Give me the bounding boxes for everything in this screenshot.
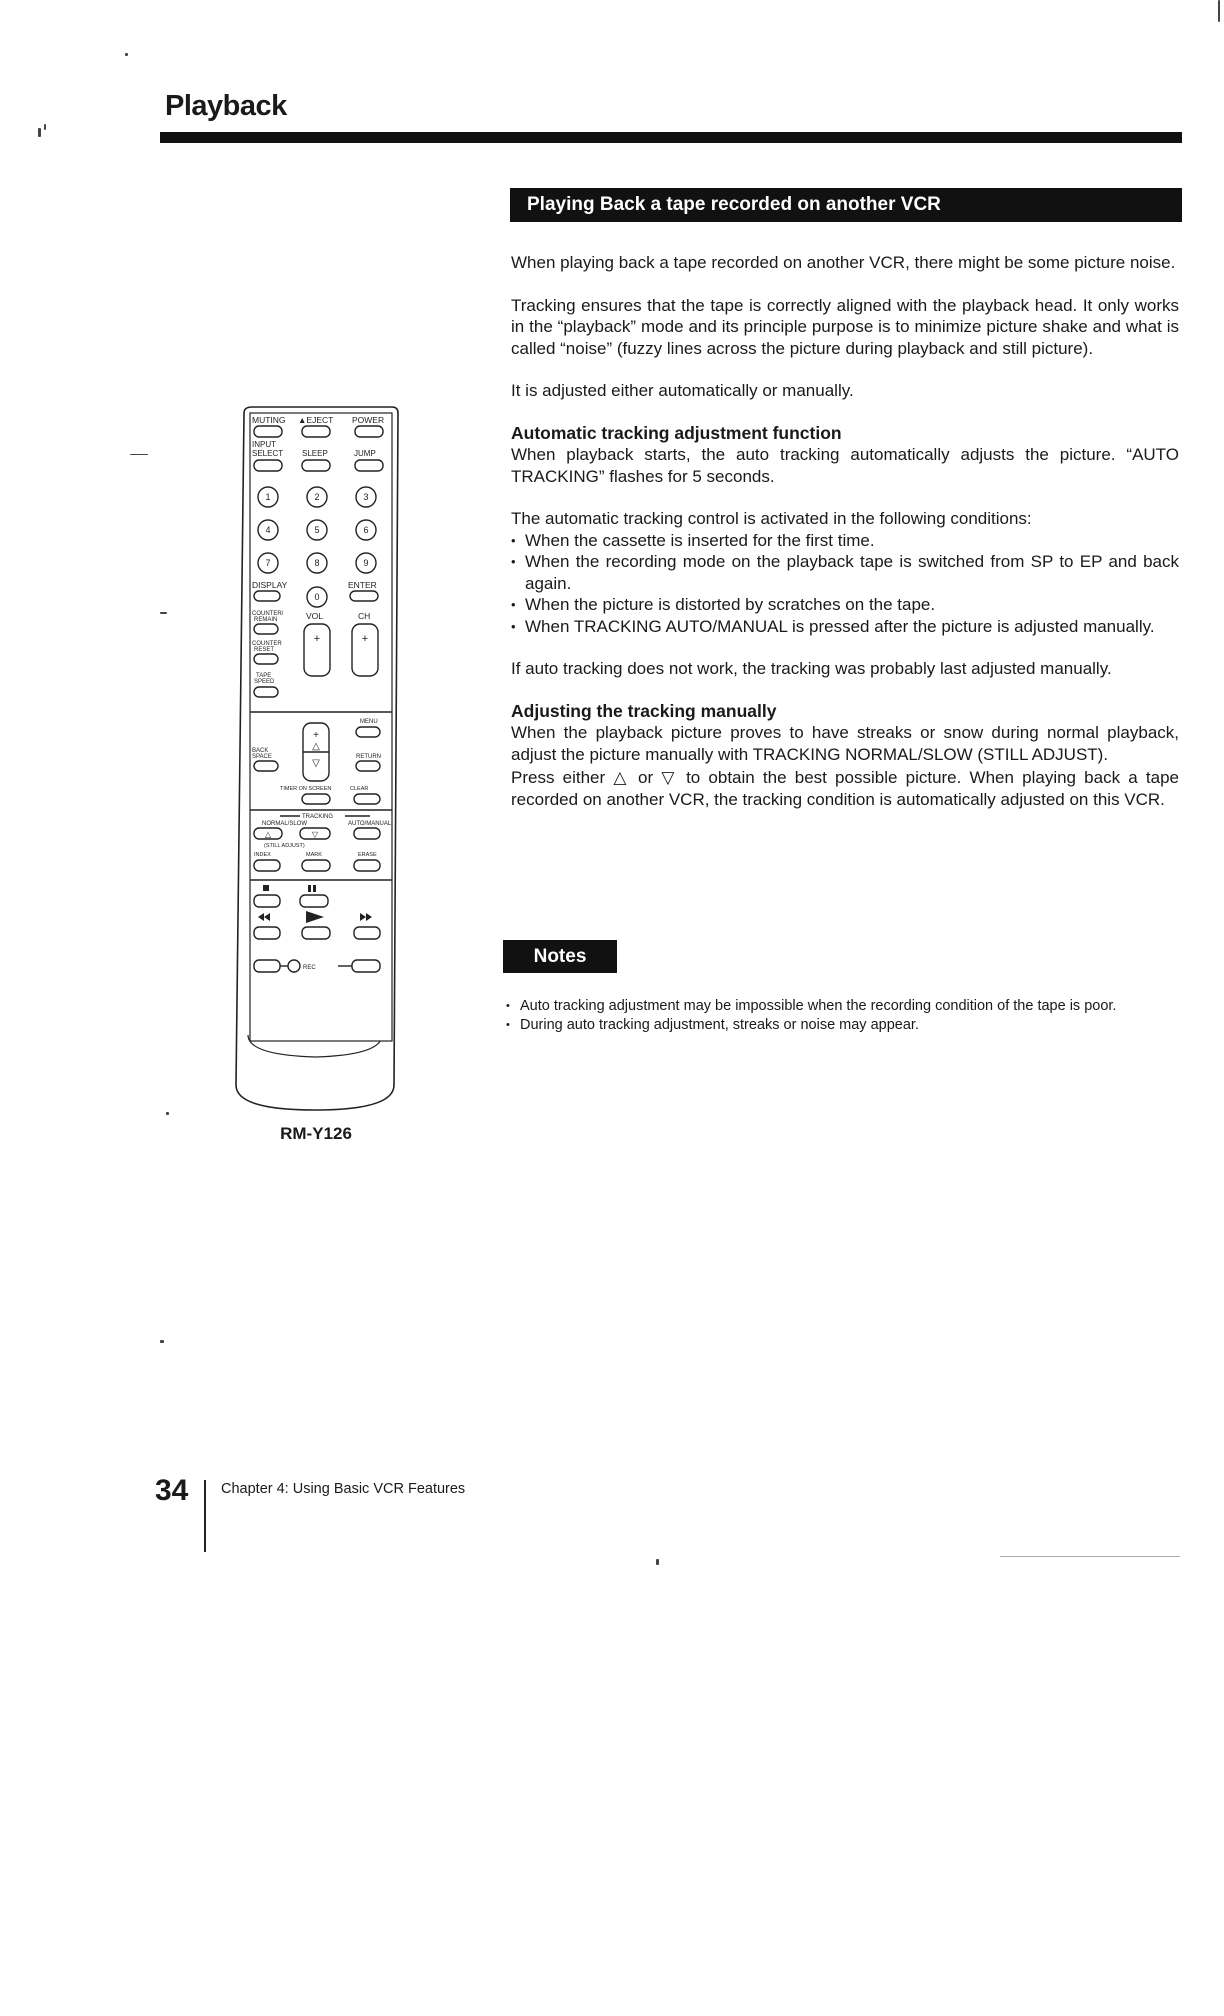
scan-speck	[166, 1112, 169, 1115]
scan-speck	[125, 53, 128, 56]
list-item: • When the cassette is inserted for the first time.	[511, 530, 1179, 552]
fallback-paragraph: If auto tracking does not work, the tracking was probably last adjusted manually.	[511, 659, 1112, 678]
chapter-label: Chapter 4: Using Basic VCR Features	[221, 1481, 466, 1497]
label-speed: SPEED	[254, 679, 275, 685]
digit-6: 6	[363, 525, 369, 535]
list-item: • When the picture is distorted by scratches on the tape.	[511, 594, 1179, 616]
notes-badge: Notes	[503, 940, 617, 973]
label-still-adjust: (STILL ADJUST)	[264, 843, 305, 849]
label-normal-slow: NORMAL/SLOW	[262, 821, 308, 827]
digit-0: 0	[314, 592, 320, 602]
label-ch: CH	[358, 611, 371, 621]
list-item: • During auto tracking adjustment, streaks or noise may appear.	[506, 1016, 1172, 1035]
label-display: DISPLAY	[252, 580, 288, 590]
scan-speck	[1000, 1556, 1180, 1557]
svg-text:△: △	[264, 830, 272, 839]
label-select: SELECT	[252, 449, 284, 458]
manual-tracking-heading: Adjusting the tracking manually	[511, 700, 777, 721]
pause-icon	[308, 885, 311, 892]
digit-5: 5	[314, 525, 320, 535]
section-title-bar: Playing Back a tape recorded on another VCR	[510, 188, 1182, 222]
scan-speck	[130, 454, 148, 455]
label-return: RETURN	[356, 754, 381, 760]
intro-paragraph: When playing back a tape recorded on another VCR, there might be some picture noise.	[511, 253, 1176, 272]
svg-text:+: +	[361, 633, 369, 645]
label-counter-remain: COUNTER/	[252, 611, 284, 617]
digit-3: 3	[363, 492, 369, 502]
label-mark: MARK	[306, 852, 322, 858]
notes-list	[506, 997, 1172, 1035]
label-remain: REMAIN	[254, 617, 278, 623]
svg-text:+: +	[313, 730, 319, 741]
list-item: • When the recording mode on the playback tape is switched from SP to EP and back again.	[511, 551, 1179, 594]
label-clear: CLEAR	[350, 786, 369, 792]
tracking-explanation: Tracking ensures that the tape is correctly aligned with the playback head. It only works in the “playback” mode and its principle purpose is to minimize picture shake and what is called “noise” (fuzzy lines across the picture during playback and still picture).	[511, 295, 1179, 358]
svg-text:△: △	[312, 741, 320, 752]
svg-text:+: +	[313, 633, 321, 645]
manual-tracking-text-2: Press either △ or ▽ to obtain the best possible picture. When playing back a tape recorded on another VCR, the tracking condition is automatically adjusted on this VCR.	[511, 768, 1179, 809]
body-text	[511, 252, 1179, 831]
scan-speck	[38, 128, 41, 137]
footer-divider	[204, 1480, 206, 1552]
page-number: 34	[155, 1474, 189, 1507]
label-sleep: SLEEP	[302, 449, 328, 458]
remote-model-caption: RM-Y126	[280, 1124, 352, 1143]
label-tracking: TRACKING	[302, 814, 334, 820]
label-rec: REC	[303, 965, 316, 971]
remote-control-illustration	[230, 405, 400, 1115]
digit-1: 1	[265, 492, 271, 502]
label-power: POWER	[352, 415, 385, 425]
scan-speck	[160, 1340, 164, 1343]
list-item: • Auto tracking adjustment may be impossible when the recording condition of the tape is poor.	[506, 997, 1172, 1016]
label-input: INPUT	[252, 440, 276, 449]
label-reset: RESET	[254, 647, 275, 653]
label-back: BACK	[252, 748, 269, 754]
auto-tracking-heading: Automatic tracking adjustment function	[511, 422, 842, 443]
title-rule	[160, 132, 1182, 143]
label-space: SPACE	[252, 754, 272, 760]
list-item: • When TRACKING AUTO/MANUAL is pressed after the picture is adjusted manually.	[511, 616, 1179, 638]
scan-speck	[1218, 0, 1220, 22]
label-menu: MENU	[360, 719, 378, 725]
label-auto-manual: AUTO/MANUAL	[348, 821, 392, 827]
label-erase: ERASE	[358, 852, 377, 858]
digit-2: 2	[314, 492, 320, 502]
label-eject: ▲EJECT	[298, 415, 334, 425]
manual-tracking-text: When the playback picture proves to have streaks or snow during normal playback, adjust the picture manually with TRACKING NORMAL/SLOW (STILL ADJUST).	[511, 723, 1179, 764]
page-title: Playback	[165, 90, 287, 122]
label-index: INDEX	[254, 852, 271, 858]
digit-4: 4	[265, 525, 271, 535]
digit-9: 9	[363, 558, 369, 568]
label-enter: ENTER	[348, 580, 377, 590]
label-timer-on-screen: TIMER ON SCREEN	[280, 786, 332, 792]
stop-icon	[263, 885, 269, 891]
scan-speck	[44, 124, 46, 130]
label-tape: TAPE	[256, 673, 272, 679]
svg-text:▽: ▽	[311, 830, 319, 839]
label-jump: JUMP	[354, 449, 376, 458]
scan-speck	[160, 612, 167, 614]
label-counter-reset: COUNTER	[252, 641, 282, 647]
scan-speck	[656, 1559, 659, 1565]
conditions-intro: The automatic tracking control is activated in the following conditions:	[511, 509, 1032, 528]
digit-8: 8	[314, 558, 320, 568]
label-muting: MUTING	[252, 415, 286, 425]
label-vol: VOL	[306, 611, 324, 621]
svg-text:▽: ▽	[312, 758, 320, 769]
conditions-list	[511, 530, 1179, 638]
digit-7: 7	[265, 558, 271, 568]
auto-tracking-text: When playback starts, the auto tracking automatically adjusts the picture. “AUTO TRACKING” flashes for 5 seconds.	[511, 445, 1179, 486]
adjust-modes: It is adjusted either automatically or manually.	[511, 381, 854, 400]
